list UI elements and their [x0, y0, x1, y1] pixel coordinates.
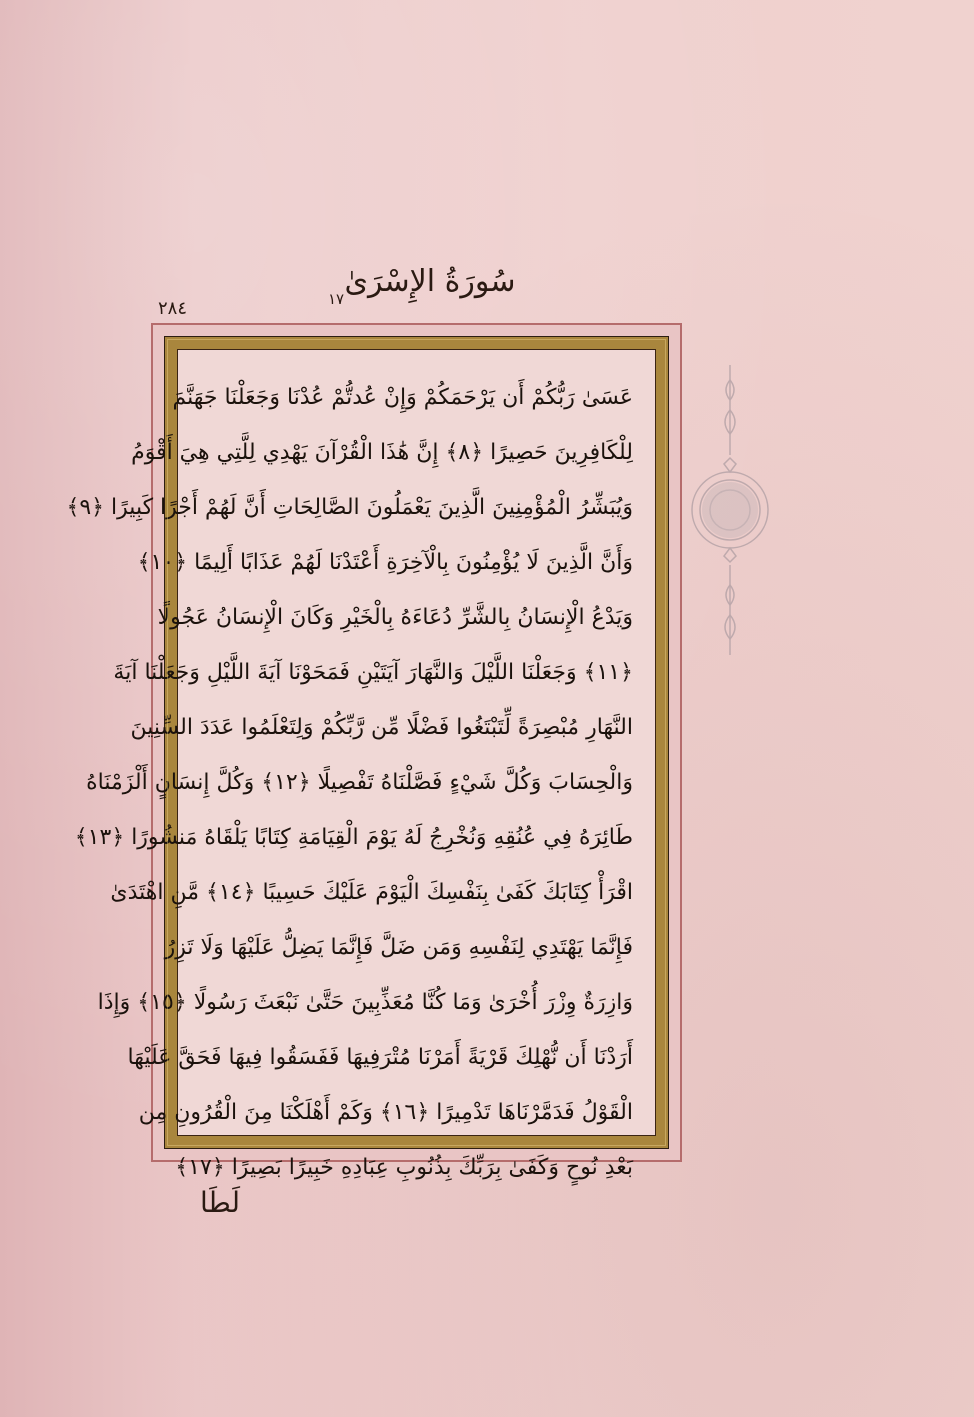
verse-line-3: وَيُبَشِّرُ الْمُؤْمِنِينَ الَّذِينَ يَعْمَلُونَ الصَّالِحَاتِ أَنَّ لَهُمْ أَجْرًا كَبِيرًا ﴿٩﴾: [66, 495, 633, 520]
verse-line-9: طَائِرَهُ فِي عُنُقِهِ وَنُخْرِجُ لَهُ يَوْمَ الْقِيَامَةِ كِتَابًا يَلْقَاهُ مَنشُورًا ﴿١٣﴾: [74, 825, 633, 850]
verse-line-7: النَّهَارِ مُبْصِرَةً لِّتَبْتَغُوا فَضْلًا مِّن رَّبِّكُمْ وَلِتَعْلَمُوا عَدَدَ السِّنِينَ: [130, 715, 633, 740]
verse-line-6: ﴿١١﴾ وَجَعَلْنَا اللَّيْلَ وَالنَّهَارَ آيَتَيْنِ فَمَحَوْنَا آيَةَ اللَّيْلِ وَجَعَلْنَا آيَةَ: [113, 660, 633, 685]
page-number: ٢٨٤: [158, 298, 188, 319]
verse-line-2: لِلْكَافِرِينَ حَصِيرًا ﴿٨﴾ إِنَّ هَٰذَا الْقُرْآنَ يَهْدِي لِلَّتِي هِيَ أَقْوَمُ: [131, 440, 633, 465]
verse-line-11: فَإِنَّمَا يَهْتَدِي لِنَفْسِهِ وَمَن ضَلَّ فَإِنَّمَا يَضِلُّ عَلَيْهَا وَلَا تَزِرُ: [164, 935, 633, 960]
verse-line-4: وَأَنَّ الَّذِينَ لَا يُؤْمِنُونَ بِالْآخِرَةِ أَعْتَدْنَا لَهُمْ عَذَابًا أَلِيمًا ﴿١٠﴾: [137, 550, 633, 575]
verse-line-1: عَسَىٰ رَبُّكُمْ أَن يَرْحَمَكُمْ وَإِنْ عُدتُّمْ عُدْنَا وَجَعَلْنَا جَهَنَّمَ: [172, 385, 633, 410]
gold-border: [66, 336, 669, 1180]
surah-number: ١٧: [328, 290, 345, 308]
verse-line-10: اقْرَأْ كِتَابَكَ كَفَىٰ بِنَفْسِكَ الْيَوْمَ عَلَيْكَ حَسِيبًا ﴿١٤﴾ مَّنِ اهْتَدَىٰ: [110, 880, 633, 905]
verse-line-12: وَازِرَةٌ وِزْرَ أُخْرَىٰ وَمَا كُنَّا مُعَذِّبِينَ حَتَّىٰ نَبْعَثَ رَسُولًا ﴿١٥﴾ وَإِذَا: [97, 990, 633, 1015]
catchword: لَطَا: [200, 1186, 241, 1219]
verse-lines: [66, 370, 633, 1180]
verse-line-8: وَالْحِسَابَ وَكُلَّ شَيْءٍ فَصَّلْنَاهُ تَفْصِيلًا ﴿١٢﴾ وَكُلَّ إِنسَانٍ أَلْزَمْنَاهُ: [86, 770, 633, 795]
verse-line-5: وَيَدْعُ الْإِنسَانُ بِالشَّرِّ دُعَاءَهُ بِالْخَيْرِ وَكَانَ الْإِنسَانُ عَجُولًا: [157, 605, 633, 630]
verse-line-13: أَرَدْنَا أَن نُّهْلِكَ قَرْيَةً أَمَرْنَا مُتْرَفِيهَا فَفَسَقُوا فِيهَا فَحَقَّ عَلَيْهَا: [127, 1045, 633, 1070]
text-panel: [66, 349, 656, 1180]
verse-line-15: بَعْدِ نُوحٍ وَكَفَىٰ بِرَبِّكَ بِذُنُوبِ عِبَادِهِ خَبِيرًا بَصِيرًا ﴿١٧﴾: [175, 1155, 633, 1180]
text-frame: [66, 323, 682, 1180]
page-header: [150, 262, 690, 322]
surah-title: سُورَةُ الإِسْرَىٰ: [344, 264, 516, 299]
verse-line-14: الْقَوْلُ فَدَمَّرْنَاهَا تَدْمِيرًا ﴿١٦﴾ وَكَمْ أَهْلَكْنَا مِنَ الْقُرُونِ مِن: [138, 1100, 633, 1125]
margin-medallion-icon: [680, 360, 780, 660]
